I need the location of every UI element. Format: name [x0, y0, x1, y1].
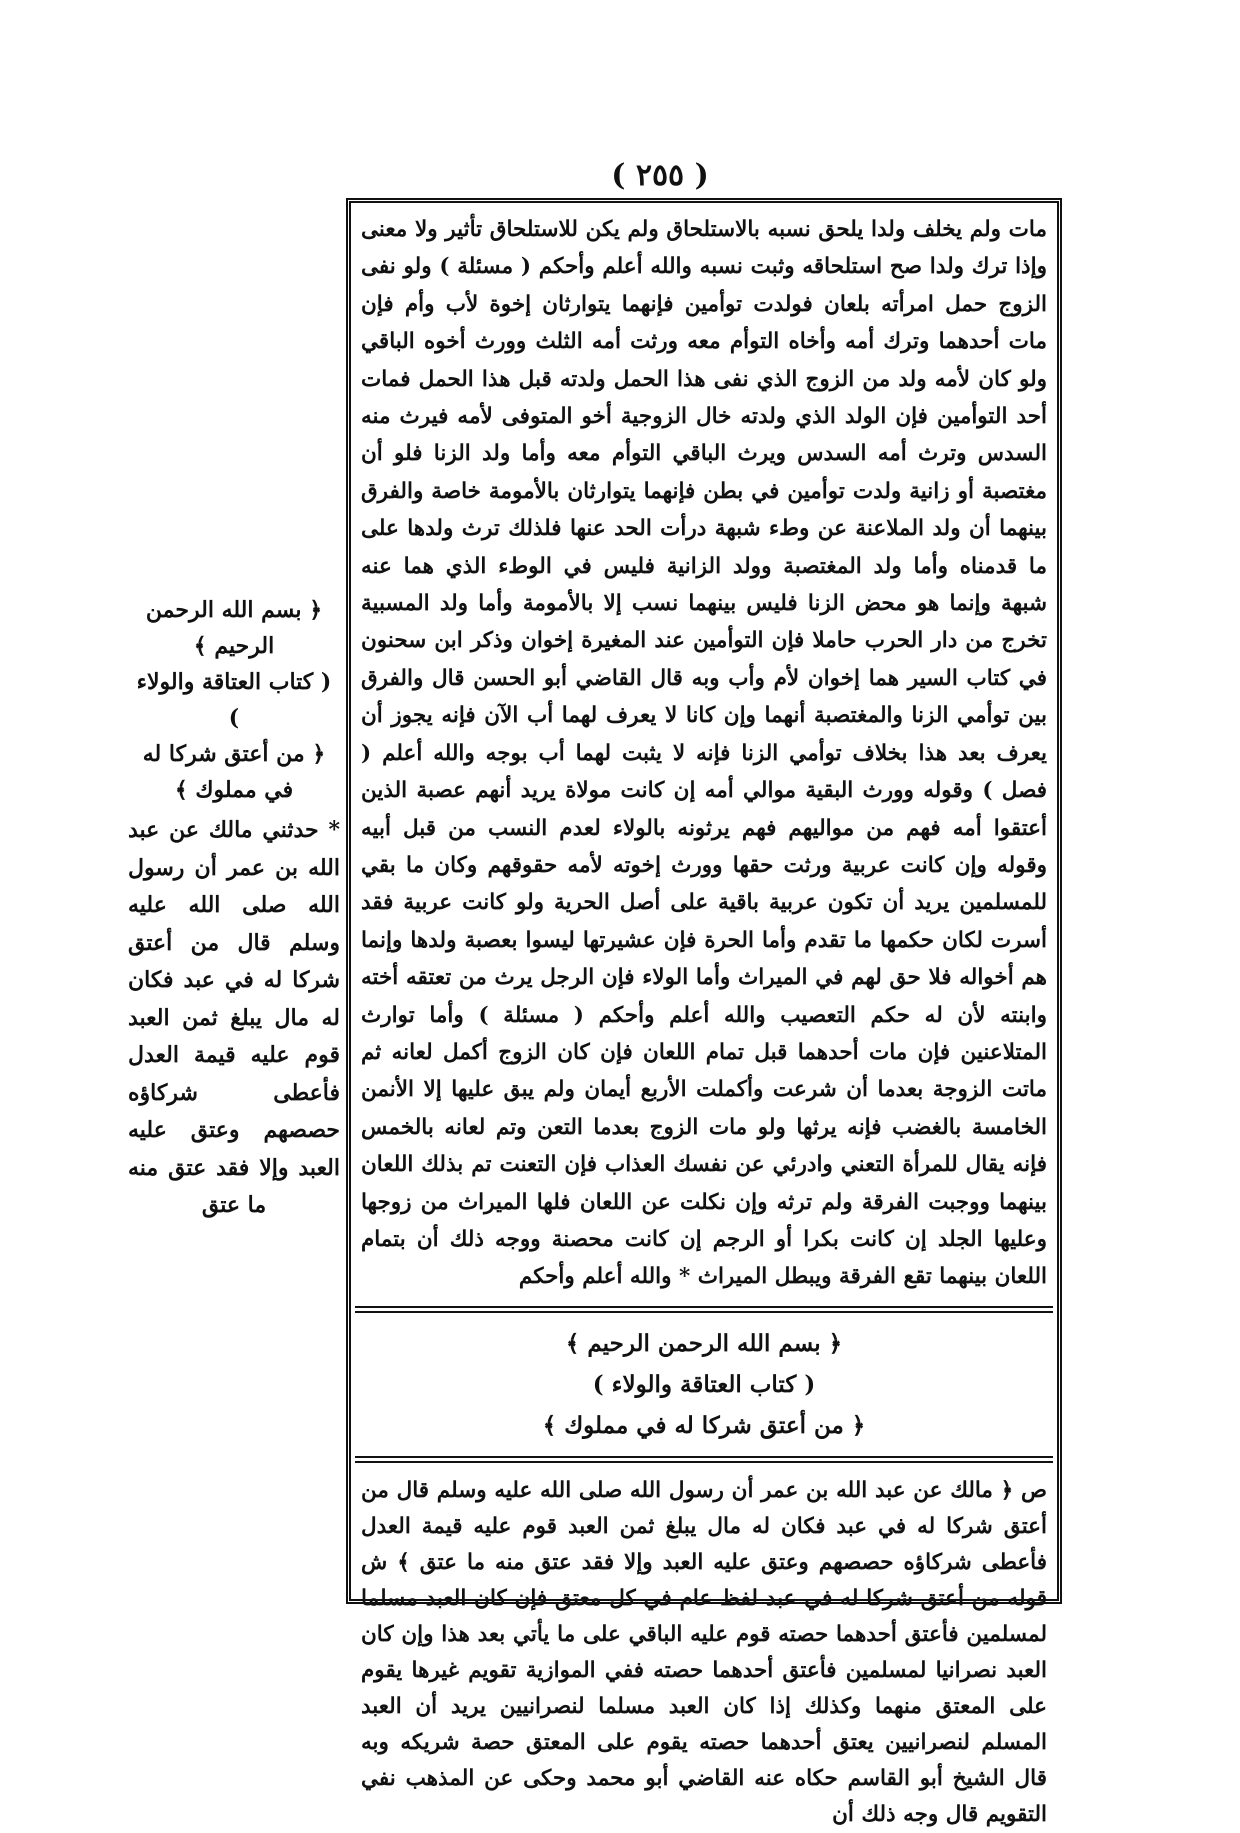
- main-text-frame: [346, 198, 1062, 1827]
- main-text-area: [361, 211, 1047, 1827]
- section-divider: [355, 1306, 1053, 1313]
- chapter-title: ﴿ من أعتق شركا له في مملوك ﴾: [542, 1411, 866, 1439]
- margin-hadith-text: * حدثني مالك عن عبد الله بن عمر أن رسول الله صلى الله عليه وسلم قال من أعتق شركا له في عبد فكان له مال يبلغ ثمن العبد قوم عليه قيمة العدل فأعطى شركاؤه حصصهم وعتق عليه العبد وإلا فقد عتق منه ما عتق: [128, 817, 340, 1218]
- margin-chapter-title: ﴿ من أعتق شركا له في مملوك ﴾: [142, 741, 326, 803]
- margin-book-title: ( كتاب العتاقة والولاء ): [136, 669, 332, 731]
- main-body-text: مات ولم يخلف ولدا يلحق نسبه بالاستلحاق ولم يكن للاستلحاق تأثير ولا معنى وإذا ترك ولدا صح استلحاقه وثبت نسبه والله أعلم وأحكم ( مسئلة ) ولو نفى الزوج حمل امرأته بلعان فولدت توأمين فإنهما يتوارثان إخوة لأب وأم فإن مات أحدهما وترك أمه وأخاه التوأم معه ورثت أمه الثلث وورث أخوه الباقي ولو كان لأمه ولد من الزوج الذي نفى هذا الحمل ولدته قبل هذا الحمل فمات أحد التوأمين فإن الولد الذي ولدته خال الزوجية أخو المتوفى لأمه فيرث منه السدس وترث أمه السدس ويرث الباقي التوأم معه وأما ولد الزنا فلو أن مغتصبة أو زانية ولدت توأمين في بطن فإنهما يتوارثان بالأمومة خاصة والفرق بينهما أن ولد الملاعنة عن وطء شبهة درأت الحد عنها فلذلك ترث ولدها على ما قدمناه وأما ولد المغتصبة وولد الزانية فليس في الوطء الذي هما عنه شبهة وإنما هو محض الزنا فليس بينهما نسب إلا بالأمومة وأما ولد المسبية تخرج من دار الحرب حاملا فإن التوأمين عند المغيرة إخوان وذكر ابن سحنون في كتاب السير هما إخوان لأم وأب وبه قال القاضي أبو الحسن قال والفرق بين توأمي الزنا والمغتصبة أنهما وإن كانا لا يعرف لهما أب الآن فإنه يجوز أن يعرف بعد هذا بخلاف توأمي الزنا فإنه لا يثبت لهما أب بوجه والله أعلم ( فصل ) وقوله وورث البقية موالي أمه إن كانت مولاة يريد أنهم عصبة الذين أعتقوا أمه فهم من مواليهم فهم يرثونه بالولاء لعدم النسب من قبل أبيه وقوله وإن كانت عربية ورثت حقها وورث إخوته لأمه حقوقهم وكان ما بقي للمسلمين يريد أن تكون عربية باقية على أصل الحرية ولو كانت عربية فقد أسرت لكان حكمها ما تقدم وأما الحرة فإن عشيرتها ليسوا بعصبة ولدها وإنما هم أخواله فلا حق لهم في الميراث وأما الولاء فإن الرجل يرث من تعتقه أخته وابنته لأن له حكم التعصيب والله أعلم وأحكم ( مسئلة ) وأما توارث المتلاعنين فإن مات أحدهما قبل تمام اللعان فإن كان الزوج أكمل لعانه ثم ماتت الزوجة بعدما أن شرعت وأكملت الأربع أيمان ولم يبق عليها إلا الأنمن الخامسة بالغضب فإنه يرثها ولو مات الزوج بعدما التعن وتم لعانه بالخمس فإنه يقال للمرأة التعني وادرئي عن نفسك العذاب فإن التعنت تم بذلك اللعان بينهما ووجبت الفرقة ولم ترثه وإن نكلت عن اللعان فلها الميراث من زوجها وعليها الجلد إن كانت بكرا أو الرجم إن كانت محصنة ووجه ذلك أن بتمام اللعان بينهما تقع الفرقة ويبطل الميراث * والله أعلم وأحكم: [361, 217, 1047, 1290]
- page-number: ( ٢٥٥ ): [611, 158, 709, 193]
- margin-column: [128, 592, 340, 1225]
- chapter-book-title: ( كتاب العتاقة والولاء ): [592, 1370, 816, 1398]
- margin-basmala: ﴿ بسم الله الرحمن الرحيم ﴾: [145, 597, 323, 659]
- chapter-heading: [361, 1323, 1047, 1446]
- chapter-basmala: ﴿ بسم الله الرحمن الرحيم ﴾: [565, 1329, 843, 1357]
- commentary-text: ص ﴿ مالك عن عبد الله بن عمر أن رسول الله صلى الله عليه وسلم قال من أعتق شركا له في عبد فكان له مال يبلغ ثمن العبد قوم عليه قيمة العدل فأعطى شركاؤه حصصهم وعتق عليه العبد وإلا فقد عتق منه ما عتق ﴾ ش قوله من أعتق شركا له في عبد لفظ عام في كل معتق فإن كان العبد مسلما لمسلمين فأعتق أحدهما حصته قوم عليه الباقي على ما يأتي بعد هذا وإن كان العبد نصرانيا لمسلمين فأعتق أحدهما حصته ففي الموازية تقويم غيرها يقوم على المعتق منهما وكذلك إذا كان العبد مسلما لنصرانيين يريد أن العبد المسلم لنصرانيين يعتق أحدهما حصته يقوم على المعتق حصة شريكه وبه قال الشيخ أبو القاسم حكاه عنه القاضي أبو محمد وحكى عن المذهب نفي التقويم قال وجه ذلك أن: [361, 1477, 1047, 1827]
- section-divider: [355, 1456, 1053, 1463]
